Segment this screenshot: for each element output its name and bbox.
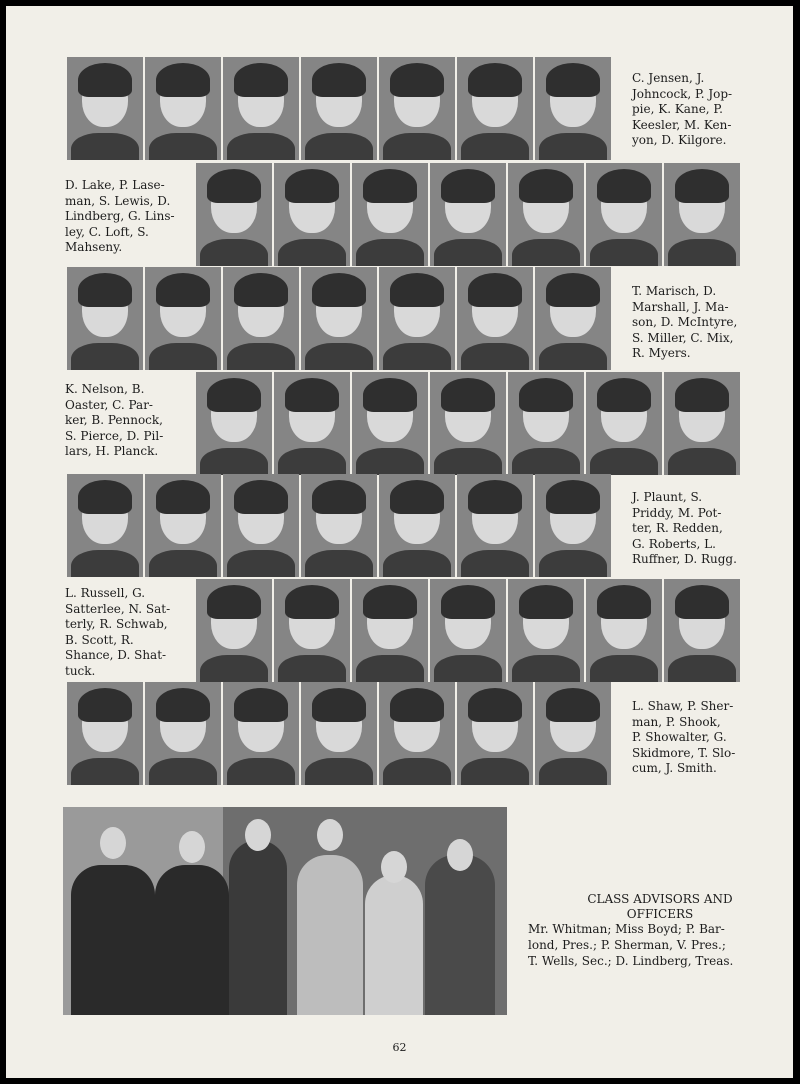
student-portrait [223,474,299,577]
row-3-names: T. Marisch, D. Marshall, J. Ma- son, D. McIntyre, S. Miller, C. Mix, R. Myers. [632,284,738,360]
advisors-title: CLASS ADVISORS AND OFFICERS [587,892,733,921]
portrait-row-4 [196,372,746,475]
portrait-row-1 [67,57,617,160]
portrait-row-2 [196,163,746,266]
student-portrait [352,163,428,266]
student-portrait [457,474,533,577]
yearbook-page [6,6,793,1078]
student-portrait [457,267,533,370]
student-portrait [196,372,272,475]
student-portrait [301,57,377,160]
student-portrait [664,579,740,682]
student-portrait [352,372,428,475]
student-portrait [223,57,299,160]
student-portrait [145,267,221,370]
row-4-names: K. Nelson, B. Oaster, C. Par- ker, B. Pennock, S. Pierce, D. Pil- lars, H. Planck. [65,382,164,458]
student-portrait [67,474,143,577]
student-portrait [586,372,662,475]
advisors-names: Mr. Whitman; Miss Boyd; P. Bar- lond, Pres.; P. Sherman, V. Pres.; T. Wells, Sec.; D. Lindberg, Treas. [528,922,734,968]
student-portrait [508,163,584,266]
student-portrait [430,579,506,682]
student-portrait [379,682,455,785]
student-portrait [301,267,377,370]
student-portrait [67,682,143,785]
student-portrait [664,163,740,266]
student-portrait [379,267,455,370]
student-portrait [508,579,584,682]
student-portrait [535,57,611,160]
student-portrait [301,682,377,785]
student-portrait [352,579,428,682]
student-portrait [535,682,611,785]
student-portrait [145,474,221,577]
portrait-row-6 [196,579,746,682]
row-5-names: J. Plaunt, S. Priddy, M. Pot- ter, R. Redden, G. Roberts, L. Ruffner, D. Rugg. [632,490,737,566]
student-portrait [67,267,143,370]
portrait-row-3 [67,267,617,370]
student-portrait [586,579,662,682]
page-number: 62 [392,1041,407,1054]
student-portrait [586,163,662,266]
student-portrait [274,579,350,682]
student-portrait [379,474,455,577]
student-portrait [664,372,740,475]
student-portrait [67,57,143,160]
student-portrait [196,163,272,266]
portrait-row-5 [67,474,617,577]
student-portrait [457,57,533,160]
student-portrait [301,474,377,577]
portrait-row-7 [67,682,617,785]
student-portrait [535,474,611,577]
student-portrait [145,682,221,785]
student-portrait [430,372,506,475]
student-portrait [274,372,350,475]
student-portrait [196,579,272,682]
row-7-names: L. Shaw, P. Sher- man, P. Shook, P. Showalter, G. Skidmore, T. Slo- cum, J. Smith. [632,699,736,775]
row-1-names: C. Jensen, J. Johncock, P. Jop- pie, K. Kane, P. Keesler, M. Ken- yon, D. Kilgore. [632,71,733,147]
student-portrait [379,57,455,160]
student-portrait [535,267,611,370]
student-portrait [223,267,299,370]
student-portrait [430,163,506,266]
row-6-names: L. Russell, G. Satterlee, N. Sat- terly, R. Schwab, B. Scott, R. Shance, D. Shat- tuck. [65,586,171,678]
student-portrait [223,682,299,785]
student-portrait [508,372,584,475]
student-portrait [145,57,221,160]
row-2-names: D. Lake, P. Lase- man, S. Lewis, D. Lindberg, G. Lins- ley, C. Loft, S. Mahseny. [65,178,175,254]
advisors-group-photo [63,807,507,1015]
student-portrait [274,163,350,266]
student-portrait [457,682,533,785]
